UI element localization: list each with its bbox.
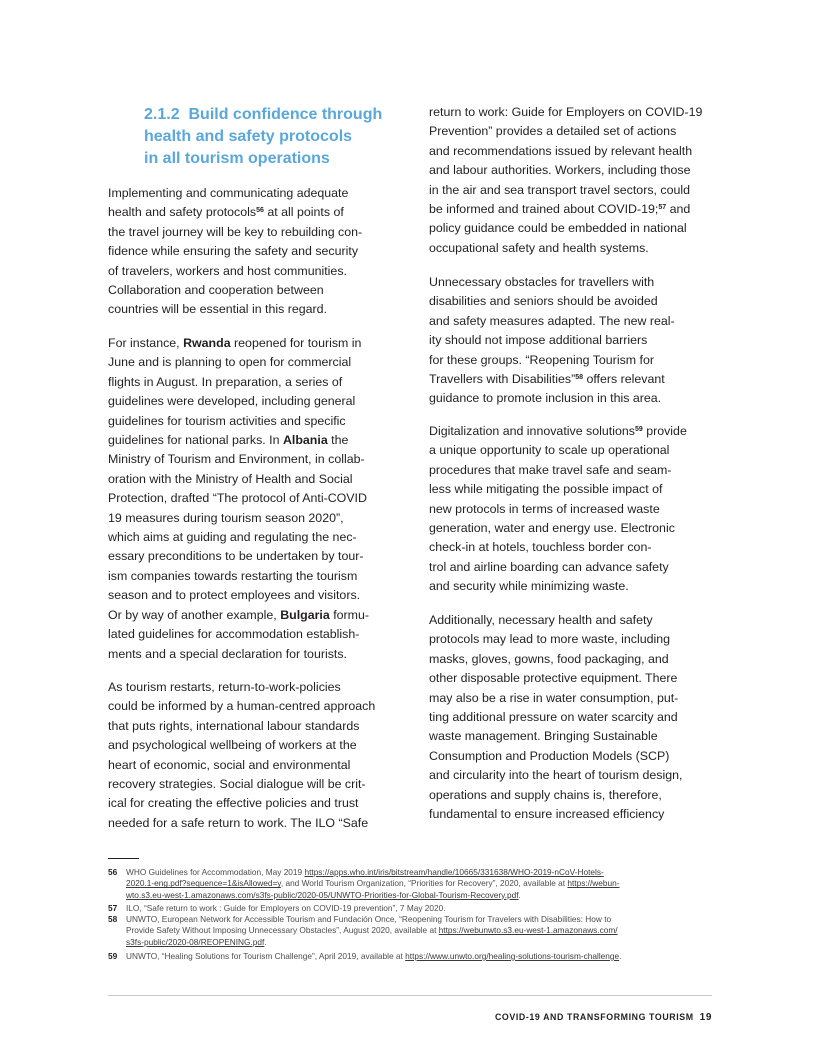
footnote-59: 59 UNWTO, “Healing Solutions for Tourism Challenge”, April 2019, available at https://www.unwto.org/healing-solutions-tourism-challenge. [108, 951, 622, 961]
link-who-guidelines-cont[interactable]: 2020.1-eng.pdf?sequence=1&isAllowed=y [126, 878, 281, 889]
footer-title: COVID-19 AND TRANSFORMING TOURISM [494, 1012, 694, 1022]
country-albania: Albania [282, 433, 328, 448]
footnote-ref-59[interactable]: 59 [634, 426, 643, 433]
page-number: 19 [699, 1012, 712, 1023]
paragraph-intro: Implementing and communicating adequate health and safety protocols$^{56}$ at all points of the travel journey will be key to rebuilding con- fidence while ensuring the safety and security of travelers, workers and host communities. Collaboration and cooperation between countries will be essential in this regard. [108, 186, 363, 317]
link-who-guidelines[interactable]: https://apps.who.int/iris/bitstream/handle/10665/331638/WHO-2019-nCoV-Hotels- [304, 867, 604, 877]
footnote-56: 56 WHO Guidelines for Accommodation, May 2019 https://apps.who.int/iris/bitstream/handle/10665/331638/WHO-2019-nCoV-Hotels- 2020.1-eng.pdf?sequence=1&isAllowed=y, and World Tourism Organization, “Priorities for Recovery”, 2020, available at https://webun- wto.s3.eu-west-1.amazonaws.com/s3fs-public/2020-05/UNWTO-Priorities-for-Global-Tourism-Recovery.pdf. [108, 867, 620, 900]
page-footer [495, 1012, 712, 1023]
footnote-58: 58 UNWTO, European Network for Accessible Tourism and Fundación Once, “Reopening Tourism for Travelers with Disabilities: How to Provide Safety Without Imposing Unnecessary Obstacles”, August 2020, available at https://webunwto.s3.eu-west-1.amazonaws.com/ s3fs-public/2020-08/REOPENING.pdf. [108, 914, 618, 947]
link-reopening[interactable]: https://webunwto.s3.eu-west-1.amazonaws.com/ [438, 925, 618, 936]
link-unwto-priorities-cont[interactable]: wto.s3.eu-west-1.amazonaws.com/s3fs-public/2020-05/UNWTO-Priorities-for-Global-Tourism-Recovery.pdf [126, 889, 519, 900]
footnote-ref-58[interactable]: 58 [575, 374, 583, 382]
paragraph-waste: Additionally, necessary health and safety protocols may lead to more waste, including masks, gloves, gowns, food packaging, and other disposable protective equipment. There may also be a rise in water consumption, put- ting additional pressure on water scarcity and waste management. Bringing Sustainable Consumption and Production Models (SCP) and circularity into the heart of tourism design, operations and supply chains is, therefore, fundamental to ensure increased efficiency [429, 613, 683, 822]
country-bulgaria: Bulgaria [280, 607, 330, 622]
link-healing-solutions[interactable]: https://www.unwto.org/healing-solutions-tourism-challenge [405, 951, 620, 961]
footnote-ref-56[interactable]: 56 [256, 207, 264, 215]
footnote-ref-57[interactable]: 57 [658, 204, 667, 212]
heading-line-3: in all tourism operations [144, 150, 330, 167]
paragraph-ilo-guide: return to work: Guide for Employers on COVID-19 Prevention” provides a detailed set of actions and recommendations issued by relevant health and labour authorities. Workers, including those in the air and sea transport travel sectors, could be informed and trained about COVID-19;$^{57}$ and policy guidance could be embedded in national occupational safety and health systems. [429, 105, 703, 255]
heading-line-1: 2.1.2 Build confidence through [144, 106, 383, 123]
footnote-57: 57 ILO, “Safe return to work : Guide for Employers on COVID-19 prevention”, 7 May 2020. [108, 903, 446, 913]
link-reopening-cont[interactable]: s3fs-public/2020-08/REOPENING.pdf [126, 936, 265, 947]
footer-divider [108, 995, 712, 996]
paragraph-country-examples: For instance, Rwanda reopened for tourism in June and is planning to open for commercial flights in August. In preparation, a series of guidelines were developed, including general guidelines for tourism activities and specific guidelines for national parks. In Albania the Ministry of Tourism and Environment, in collab- oration with the Ministry of Health and Social Protection, drafted “The protocol of Anti-COVID 19 measures during tourism season 2020”, which aims at guiding and regulating the nec- essary preconditions to be undertaken by tour- ism companies towards restarting the tourism season and to protect employees and visitors. Or by way of another example, Bulgaria formu- lated guidelines for accommodation establish- ments and a special declaration for tourists. [108, 336, 370, 661]
country-rwanda: Rwanda [183, 336, 231, 350]
footnote-divider [108, 858, 139, 859]
paragraph-return-to-work: As tourism restarts, return-to-work-policies could be informed by a human-centred approach that puts rights, international labour standards and psychological wellbeing of workers at the heart of economic, social and environmental recovery strategies. Social dialogue will be crit- ical for creating the effective policies and trust needed for a safe return to work. The ILO “Safe [108, 680, 376, 830]
paragraph-digitalization: Digitalization and innovative solutions$^{59}$ provide a unique opportunity to scale up operational procedures that make travel safe and seam- less while mitigating the possible impact of new protocols in terms of increased waste generation, water and energy use. Electronic check-in at hotels, touchless border con- trol and airline boarding can advance safety and security while minimizing waste. [429, 424, 687, 594]
link-unwto-priorities[interactable]: https://webun- [567, 878, 620, 889]
section-heading [144, 104, 394, 170]
heading-line-2: health and safety protocols [144, 128, 353, 145]
paragraph-disabilities: Unnecessary obstacles for travellers with disabilities and seniors should be avoided and safety measures adapted. The new real- ity should not impose additional barriers for these groups. “Reopening Tourism for Travellers with Disabilities”$^{58}$ offers relevant guidance to promote inclusion in this area. [429, 275, 675, 406]
